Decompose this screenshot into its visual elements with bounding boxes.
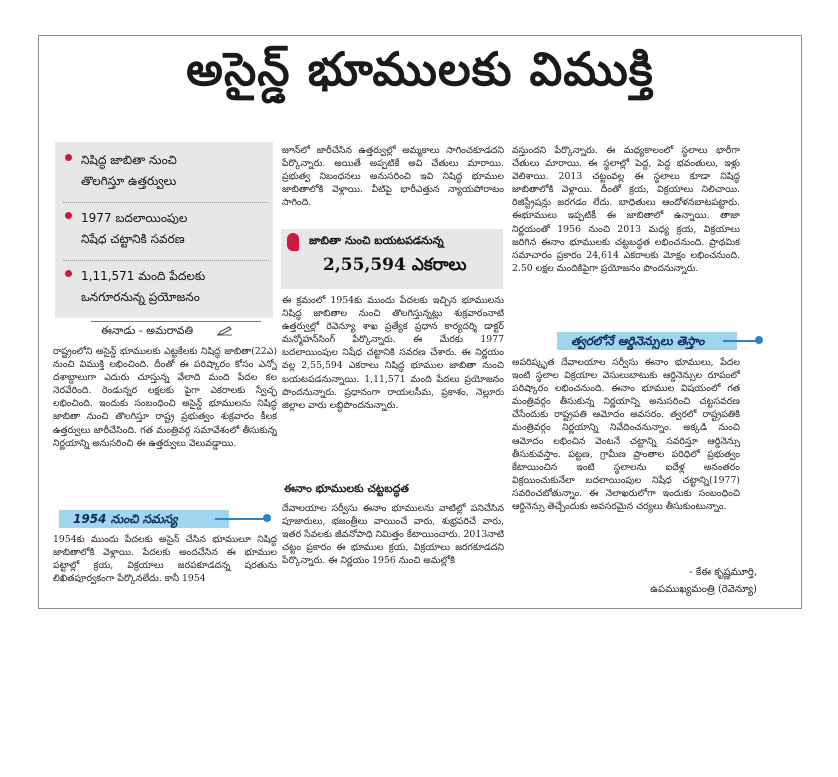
paragraph-col3-body: అపరిష్కృత దేవాలయాల సర్వీసు ఈనాం భూములు, పేదల ఇంటి స్థలాల విక్రయాల వెసులుబాటుకు ఆర్డినెన్సుల రూపంలో పరిష్కారం లభించనుంది. ఈనాం భూముల విషయంలో గత మంత్రివర్గం తీసుకున్న నిర్ణయాన్ని అనుసరించి చట్టసవరణ చేసేందుకు రాష్ట్రపతి ఆమోదం అవసరం. త్వరలో రాష్ట్రపతికి మంత్రివర్గం నిర్ణయాన్ని నివేదించనున్నాం. అక్కడి నుంచి ఆమోదం లభించిన వెంటనే చట్టాన్ని సవరిస్తూ ఆర్డినెన్సు తీసుకువస్తాం. పట్టణ, గ్రామీణ ప్రాంతాల పరిధిలో ప్రభుత్వం కేటాయించిన ఇంటి స్థలాలను ఐదేళ్ల అనంతరం విక్రయించుకునేలా బదలాయింపుల నిషేధ చట్టాన్ని(1977) సవరించబోతున్నాం. ఈ నెలాఖరులోగా ఇందుకు సంబంధించి ఆర్డినెన్సు తెచ్చేందుకు అవసరమైన చర్యలు తీసుకుంటున్నాం. [512,357,740,513]
highlight-line: నిషేధ చట్టానికి సవరణ [81,232,185,246]
highlight-line: 1,11,571 మంది పేదలకు [81,269,206,283]
section-tag: త్వరలోనే ఆర్డినెన్సులు తెస్తాం [557,332,737,350]
divider [723,340,757,342]
figure-box [281,229,503,289]
newspaper-clipping [38,35,802,609]
subheading: ఈనాం భూములకు చట్టబద్ధత [284,482,409,495]
figure-caption: జాబితా నుంచి బయటపడనున్న [309,234,444,247]
figure-value: 2,55,594 ఎకరాలు [323,255,467,275]
divider [63,202,269,203]
paragraph-1954: 1954కు ముందు పేదలకు అసైన్ చేసిన భూములూ నిషిద్ధ జాబితాలోకి వెళ్లాయి. పేదలకు అందచేసిన ఈ భూముల పట్టాల్లో క్రయ, విక్రయాలు జరపకూడదన్న షరతును లిఖితపూర్వకంగా పేర్కొనలేదు. కానీ 1954 [53,534,277,585]
bullet-icon [65,270,72,277]
byline: ఈనాడు - అమరావతి [101,324,194,337]
headline: అసైన్డ్ భూములకు విముక్తి [186,42,654,96]
section-tag: 1954 నుంచి సమస్య [59,510,229,528]
paragraph-intro: రాష్ట్రంలోని అసైన్డ్ భూములకు ఎట్టకేలకు నిషిద్ధ జాబితా(22ఎ) నుంచి విముక్తి లభించింది. దీంతో ఈ పరిష్కారం కోసం ఎన్నో దశాబ్దాలుగా ఎదురు చూస్తున్న వేలాది మంది పేదల కల నెరవేరింది. రెండున్నర లక్షలకు పైగా ఎకరాలకు స్వేచ్ఛ లభించింది. ఇందుకు సంబంధించి అసైన్డ్ భూములను నిషిద్ధ జాబితా నుంచి తొలగిస్తూ రాష్ట్ర ప్రభుత్వం శుక్రవారం కీలక ఉత్తర్వులు జారీచేసింది. గత మంత్రివర్గ సమావేశంలో తీసుకున్న నిర్ణయాన్ని అనుసరించి ఈ ఉత్తర్వులు వెలువడ్డాయి. [53,346,277,449]
highlight-line: తొలగిస్తూ ఉత్తర్వులు [81,174,177,188]
paragraph-col2-bottom: దేవాలయాల సర్వీసు ఈనాం భూములను వాటిల్లో పనిచేసిన పూజారులు, భజంత్రీలు వాయించే వారు, శుభ్రపరిచే వారు, ఇతర సేవలకు జీవనోపాధి నిమిత్తం కేటాయించారు. 2013నాటి చట్టం ప్రకారం ఈ భూముల క్రయ, విక్రయాలు జరగకూడదని పేర్కొన్నారు. ఈ నిర్ణయం 1956 నుంచి అమల్లోకి [282,503,504,567]
highlight-line: నిషిద్ధ జాబితా నుంచి [81,153,177,167]
paragraph-col3-top: వస్తుందని పేర్కొన్నారు. ఈ మధ్యకాలంలో స్థలాలు భారీగా చేతులు మారాయి. ఈ స్థలాల్లో పెద్ద, పెద్ద భవంతులు, ఇళ్లు వెలిశాయి. 2013 చట్టంవల్ల ఈ స్థలాలు కూడా నిషిద్ధ జాబితాలోకి వెళ్లాయి. దీంతో క్రయ, విక్రయాలు నిలిచాయి. రిజిస్ట్రేషన్లు జరగడం లేదు. బాధితులు ఆందోళనబాటపట్టారు. ఈభూములు ఇప్పటికీ ఈ జాబితాలో ఉన్నాయి. తాజా నిర్ణయంతో 1956 నుంచి 2013 మధ్య క్రయ, విక్రయాలు జరిగిన ఈనాం భూములకు చట్టబద్ధత లభించనుంది. ప్రాథమిక సమాచారం ప్రకారం 24,614 ఎకరాలకు మోక్షం లభించనుంది. 2.50 లక్షల మందికిపైగా ప్రయోజనం పొందనున్నారు. [512,145,740,274]
bullet-icon [263,514,271,522]
bullet-icon [755,336,763,344]
highlight-line: 1977 బదలాయింపుల [81,211,188,225]
divider [91,321,261,322]
paragraph-col2-mid: ఈ క్రమంలో 1954కు ముందు పేదలకు ఇచ్చిన భూములను నిషిద్ధ జాబితాల నుంచి తొలగిస్తున్నట్లు శుక్రవారంనాటి ఉత్తర్వుల్లో రెవెన్యూ శాఖ ప్రత్యేక ప్రధాన కార్యదర్శి డాక్టర్ మన్మోహన్‌సింగ్ పేర్కొన్నారు. ఈ మేరకు 1977 బదలాయింపుల నిషేధ చట్టానికి సవరణ చేశారు. ఈ నిర్ణయం వల్ల 2,55,594 ఎకరాలు నిషిద్ధ భూముల జాబితా నుంచి బయటపడనున్నాయి. 1,11,571 మంది పేదలు ప్రయోజనం పొందనున్నారు. ప్రధానంగా రాయలసీమ, ప్రకాశం, నెల్లూరు జిల్లాల వారు లబ్ధిపొందనున్నారు. [282,295,504,411]
signature-title: ఉపముఖ్యమంత్రి (రెవెన్యూ) [650,584,757,595]
quote-icon [287,233,299,251]
divider [215,518,265,520]
bullet-icon [65,154,72,161]
bullet-icon [65,212,72,219]
pen-icon [217,326,233,336]
divider [63,260,269,261]
paragraph-col2-top: జూన్‌లో జారీచేసిన ఉత్తర్వుల్లో అమ్మకాలు సాగించకూడదని పేర్కొన్నారు. అయితే అప్పటికే అవి చేతులు మారాయి. ప్రభుత్వ నిబంధనలు అనుసరించి ఇవి నిషిద్ధ భూముల జాబితాలోకి వెళ్లాయి. వీటిపై భారీఎత్తున న్యాయపోరాటం సాగింది. [282,145,504,209]
highlights-box [55,142,273,318]
signature-name: - కేఈ కృష్ణమూర్తి, [689,567,757,578]
highlight-line: ఒనగూరనున్న ప్రయోజనం [81,290,200,304]
